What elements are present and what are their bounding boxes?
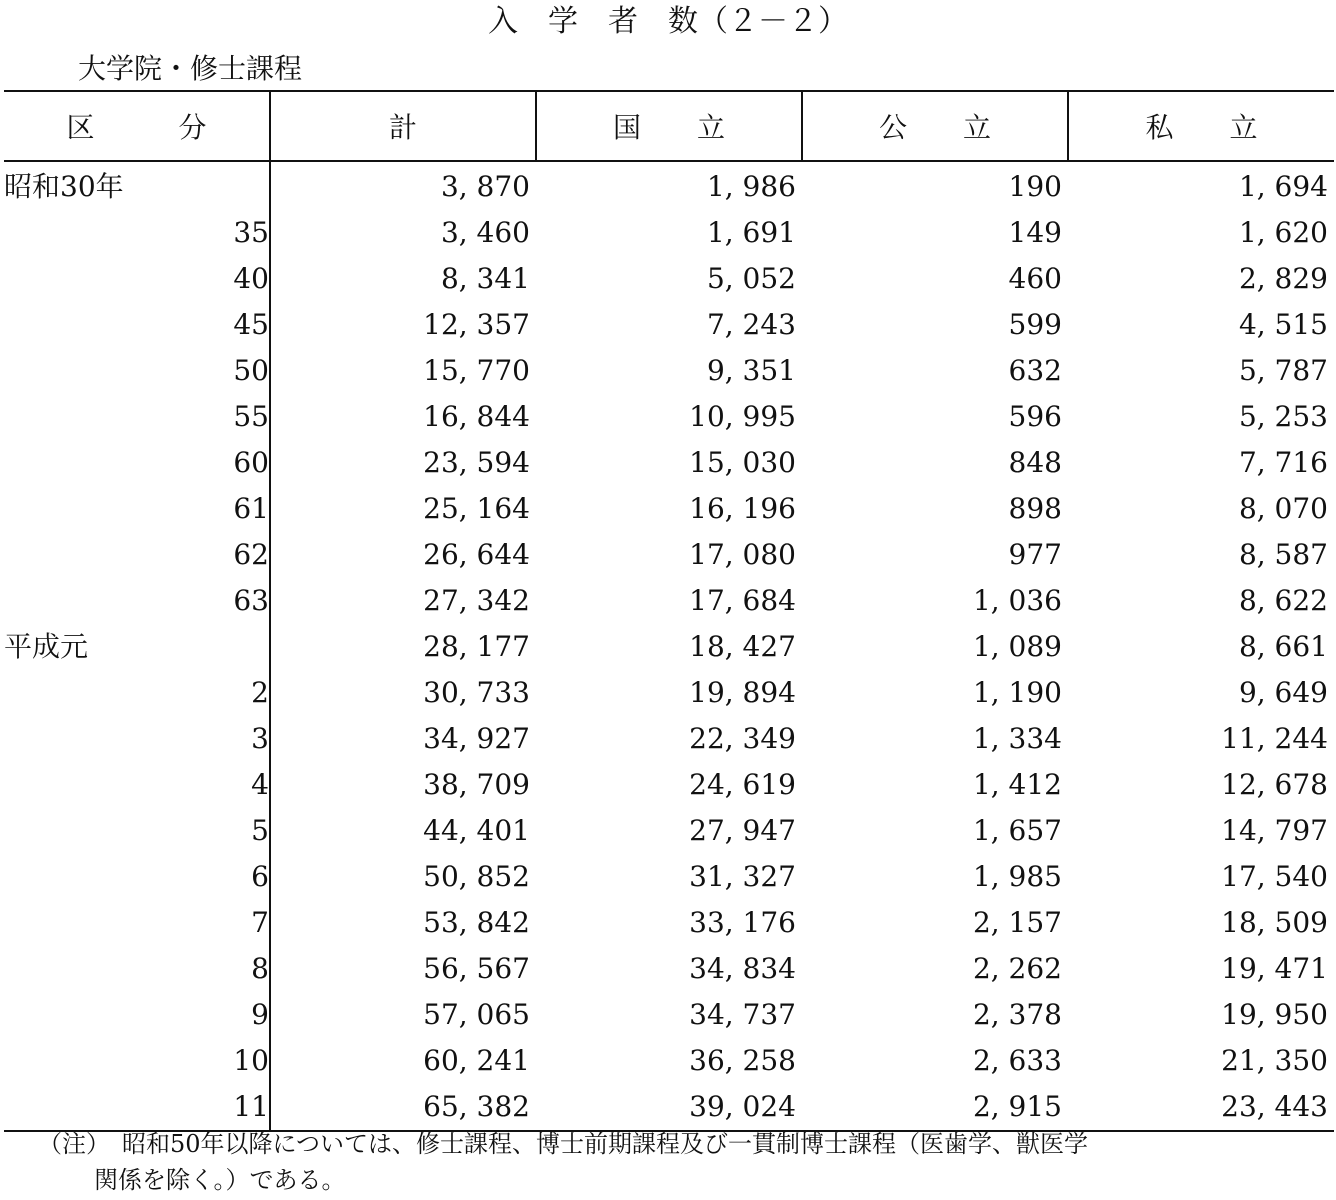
table-row: [4, 578, 1334, 624]
cell-total: 56, 567: [423, 952, 530, 985]
footnote-line-2: 関係を除く。）である。: [94, 1166, 346, 1194]
cell-total: 3, 870: [440, 170, 530, 203]
cell-total: 12, 357: [423, 308, 530, 341]
table-row: [4, 946, 1334, 992]
cell-national: 22, 349: [689, 722, 796, 755]
cell-national: 24, 619: [689, 768, 796, 801]
cell-public: 599: [1008, 308, 1062, 341]
enrollment-table: [4, 90, 1334, 1132]
footnote-line-1: [38, 1126, 1088, 1162]
cell-public: 1, 089: [972, 630, 1062, 663]
cell-national: 36, 258: [689, 1044, 796, 1077]
cell-total: 16, 844: [423, 400, 530, 433]
table-row: [4, 624, 1334, 670]
cell-total: 50, 852: [423, 860, 530, 893]
row-label: 63: [4, 578, 270, 624]
table-row: [4, 854, 1334, 900]
table-row: [4, 210, 1334, 256]
cell-national: 15, 030: [689, 446, 796, 479]
cell-public: 1, 412: [972, 768, 1062, 801]
cell-national: 1, 691: [706, 216, 796, 249]
cell-private: 8, 622: [1238, 584, 1328, 617]
cell-total: 30, 733: [423, 676, 530, 709]
row-label: 4: [4, 762, 270, 808]
cell-public: 1, 334: [972, 722, 1062, 755]
cell-private: 1, 694: [1238, 170, 1328, 203]
table-row: [4, 670, 1334, 716]
row-label: 7: [4, 900, 270, 946]
table-row: [4, 1038, 1334, 1084]
row-label: 2: [4, 670, 270, 716]
cell-private: 12, 678: [1221, 768, 1328, 801]
table-body: [4, 161, 1334, 1131]
cell-private: 8, 661: [1238, 630, 1328, 663]
cell-public: 1, 985: [972, 860, 1062, 893]
cell-national: 1, 986: [706, 170, 796, 203]
row-label: 60: [4, 440, 270, 486]
header-row: [4, 91, 1334, 161]
cell-private: 17, 540: [1221, 860, 1328, 893]
cell-public: 848: [1008, 446, 1062, 479]
cell-private: 4, 515: [1238, 308, 1328, 341]
cell-public: 632: [1008, 354, 1062, 387]
table-row: [4, 762, 1334, 808]
cell-total: 60, 241: [423, 1044, 530, 1077]
cell-national: 7, 243: [706, 308, 796, 341]
footnote-tag: （注）: [38, 1130, 110, 1158]
cell-private: 5, 787: [1238, 354, 1328, 387]
cell-private: 19, 471: [1221, 952, 1328, 985]
table-row: [4, 992, 1334, 1038]
cell-total: 34, 927: [423, 722, 530, 755]
cell-total: 65, 382: [270, 1084, 536, 1131]
cell-national: 39, 024: [536, 1084, 802, 1131]
row-label: 45: [4, 302, 270, 348]
row-label: 50: [4, 348, 270, 394]
cell-national: 5, 052: [706, 262, 796, 295]
table-row: [4, 256, 1334, 302]
footnote: [38, 1126, 1088, 1198]
row-label: 昭和30年: [4, 161, 270, 210]
row-label: 61: [4, 486, 270, 532]
header-total: 計: [270, 91, 536, 161]
cell-national: 27, 947: [689, 814, 796, 847]
cell-total: 38, 709: [423, 768, 530, 801]
cell-public: 1, 190: [972, 676, 1062, 709]
cell-national: 16, 196: [689, 492, 796, 525]
cell-public: 2, 262: [972, 952, 1062, 985]
table-row: [4, 348, 1334, 394]
cell-national: 17, 080: [689, 538, 796, 571]
table-row: [4, 900, 1334, 946]
header-category: 区 分: [4, 91, 270, 161]
header-national: 国 立: [536, 91, 802, 161]
cell-total: 26, 644: [423, 538, 530, 571]
cell-national: 33, 176: [689, 906, 796, 939]
row-label: 平成元: [4, 624, 270, 670]
table-row: [4, 532, 1334, 578]
cell-total: 15, 770: [423, 354, 530, 387]
cell-private: 14, 797: [1221, 814, 1328, 847]
cell-private: 5, 253: [1238, 400, 1328, 433]
cell-private: 23, 443: [1068, 1084, 1334, 1131]
cell-total: 3, 460: [440, 216, 530, 249]
cell-private: 2, 829: [1238, 262, 1328, 295]
cell-public: 460: [1008, 262, 1062, 295]
cell-public: 1, 036: [972, 584, 1062, 617]
row-label: 62: [4, 532, 270, 578]
footnote-text-1: 昭和50年以降については、修士課程、博士前期課程及び一貫制博士課程（医歯学、獣医学: [122, 1130, 1089, 1158]
cell-private: 18, 509: [1221, 906, 1328, 939]
cell-total: 8, 341: [440, 262, 530, 295]
cell-total: 53, 842: [423, 906, 530, 939]
cell-public: 2, 157: [972, 906, 1062, 939]
row-label: 9: [4, 992, 270, 1038]
cell-public: 1, 657: [972, 814, 1062, 847]
cell-total: 44, 401: [423, 814, 530, 847]
cell-national: 10, 995: [689, 400, 796, 433]
table-row: [4, 486, 1334, 532]
row-label: 11: [4, 1084, 270, 1131]
row-label: 10: [4, 1038, 270, 1084]
row-label: 35: [4, 210, 270, 256]
cell-national: 9, 351: [706, 354, 796, 387]
cell-public: 2, 378: [972, 998, 1062, 1031]
cell-private: 1, 620: [1238, 216, 1328, 249]
row-label: 55: [4, 394, 270, 440]
row-label: 8: [4, 946, 270, 992]
cell-national: 17, 684: [689, 584, 796, 617]
cell-national: 19, 894: [689, 676, 796, 709]
cell-public: 596: [1008, 400, 1062, 433]
cell-public: 898: [1008, 492, 1062, 525]
cell-public: 2, 915: [802, 1084, 1068, 1131]
cell-total: 25, 164: [423, 492, 530, 525]
cell-private: 11, 244: [1221, 722, 1328, 755]
table-subtitle: 大学院・修士課程: [78, 52, 303, 85]
table-row: [4, 161, 1334, 210]
cell-public: 977: [1008, 538, 1062, 571]
cell-total: 27, 342: [423, 584, 530, 617]
cell-national: 31, 327: [689, 860, 796, 893]
table-row: [4, 1084, 1334, 1131]
cell-private: 9, 649: [1238, 676, 1328, 709]
cell-private: 19, 950: [1221, 998, 1328, 1031]
cell-national: 18, 427: [689, 630, 796, 663]
cell-private: 8, 587: [1238, 538, 1328, 571]
cell-private: 21, 350: [1221, 1044, 1328, 1077]
cell-total: 57, 065: [423, 998, 530, 1031]
cell-private: 7, 716: [1238, 446, 1328, 479]
cell-total: 28, 177: [423, 630, 530, 663]
row-label: 5: [4, 808, 270, 854]
row-label: 40: [4, 256, 270, 302]
table-row: [4, 440, 1334, 486]
cell-national: 34, 737: [689, 998, 796, 1031]
table-row: [4, 716, 1334, 762]
cell-total: 23, 594: [423, 446, 530, 479]
header-private: 私 立: [1068, 91, 1334, 161]
cell-private: 8, 070: [1238, 492, 1328, 525]
page-title: 入 学 者 数（２－２）: [488, 4, 848, 39]
table-row: [4, 808, 1334, 854]
row-label: 6: [4, 854, 270, 900]
cell-national: 34, 834: [689, 952, 796, 985]
row-label: 3: [4, 716, 270, 762]
cell-public: 190: [1008, 170, 1062, 203]
table-row: [4, 394, 1334, 440]
header-public: 公 立: [802, 91, 1068, 161]
cell-public: 149: [1008, 216, 1062, 249]
cell-public: 2, 633: [972, 1044, 1062, 1077]
table-row: [4, 302, 1334, 348]
